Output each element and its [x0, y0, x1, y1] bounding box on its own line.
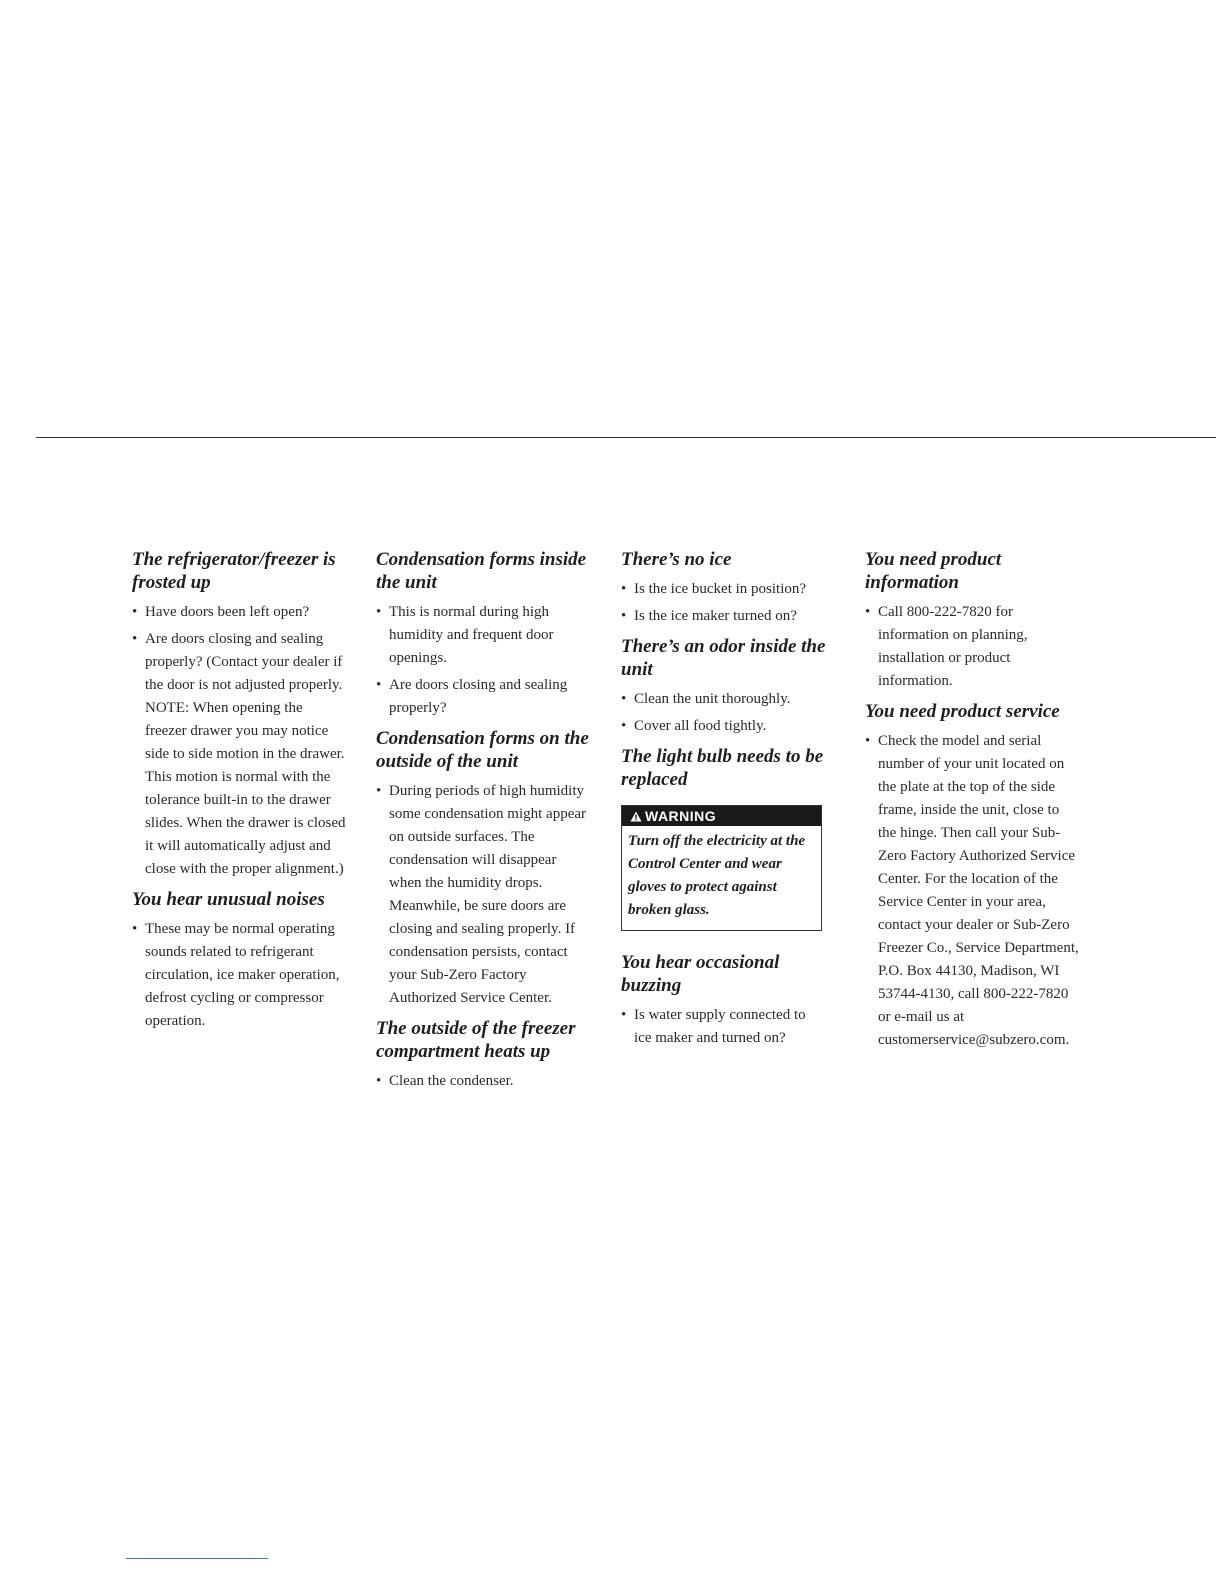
- section-heading: There’s no ice: [621, 549, 732, 570]
- top-divider: [36, 437, 1216, 438]
- section-heading: The refrigerator/freezer is frosted up: [132, 549, 336, 593]
- section-heading: You need product service: [865, 701, 1060, 722]
- bullet-list: [376, 601, 591, 720]
- bullet-list: [132, 918, 347, 1033]
- column-3: [621, 548, 826, 1057]
- warning-text: Turn off the electricity at the Control Center and wear gloves to protect against broken glass.: [628, 833, 806, 918]
- bullet-list: [865, 601, 1080, 693]
- bullet-list: [621, 688, 826, 738]
- bullet-list: [376, 780, 591, 1010]
- column-2: [376, 548, 591, 1100]
- section-heading: The outside of the freezer compartment heats up: [376, 1018, 576, 1062]
- list-item: • Are doors closing and sealing properly? (Contact your dealer if the door is not adjusted properly. NOTE: When opening the freezer drawer you may notice side to side motion in the drawer. This motion is normal with the tolerance built-in to the drawer slides. When the drawer is closed it will automatically adjust and close with the proper alignment.): [132, 628, 347, 881]
- list-item: • Are doors closing and sealing properly?: [376, 674, 591, 720]
- warning-label: WARNING: [645, 808, 717, 824]
- bottom-divider: [126, 1558, 268, 1559]
- bullet-list: [621, 578, 826, 628]
- list-item: • Check the model and serial number of your unit located on the plate at the top of the side frame, inside the unit, close to the hinge. Then call your Sub-Zero Factory Authorized Service Center. For the location of the Service Center in your area, contact your dealer or Sub-Zero Freezer Co., Service Department, P.O. Box 44130, Madison, WI 53744-4130, call 800-222-7820 or e-mail us at customerservice@subzero.com.: [865, 730, 1080, 1052]
- warning-triangle-icon: [630, 808, 642, 824]
- section-heading: You hear occasional buzzing: [621, 952, 780, 996]
- section-heading: There’s an odor inside the unit: [621, 636, 826, 680]
- list-item: • Have doors been left open?: [132, 601, 347, 624]
- warning-box: [621, 805, 822, 931]
- list-item: • This is normal during high humidity and frequent door openings.: [376, 601, 591, 670]
- section-heading: You need product information: [865, 549, 1002, 593]
- list-item: • Is the ice bucket in position?: [621, 578, 826, 601]
- list-item: • Clean the condenser.: [376, 1070, 591, 1093]
- section-heading: Condensation forms on the outside of the unit: [376, 728, 589, 772]
- list-item: • Is water supply connected to ice maker and turned on?: [621, 1004, 826, 1050]
- bullet-list: [132, 601, 347, 881]
- list-item: • Clean the unit thoroughly.: [621, 688, 826, 711]
- bullet-list: [865, 730, 1080, 1052]
- list-item: • Is the ice maker turned on?: [621, 605, 826, 628]
- column-1: [132, 548, 347, 1040]
- section-heading: Condensation forms inside the unit: [376, 549, 587, 593]
- bullet-list: [621, 1004, 826, 1050]
- section-heading: You hear unusual noises: [132, 889, 325, 910]
- list-item: • Call 800-222-7820 for information on planning, installation or product information.: [865, 601, 1080, 693]
- list-item: • Cover all food tightly.: [621, 715, 826, 738]
- column-4: [865, 548, 1080, 1059]
- section-heading: The light bulb needs to be replaced: [621, 746, 824, 790]
- warning-header: [622, 806, 821, 826]
- list-item: • These may be normal operating sounds related to refrigerant circulation, ice maker operation, defrost cycling or compressor operation.: [132, 918, 347, 1033]
- list-item: • During periods of high humidity some condensation might appear on outside surfaces. The condensation will disappear when the humidity drops. Meanwhile, be sure doors are closing and sealing properly. If condensation persists, contact your Sub-Zero Factory Authorized Service Center.: [376, 780, 591, 1010]
- bullet-list: [376, 1070, 591, 1093]
